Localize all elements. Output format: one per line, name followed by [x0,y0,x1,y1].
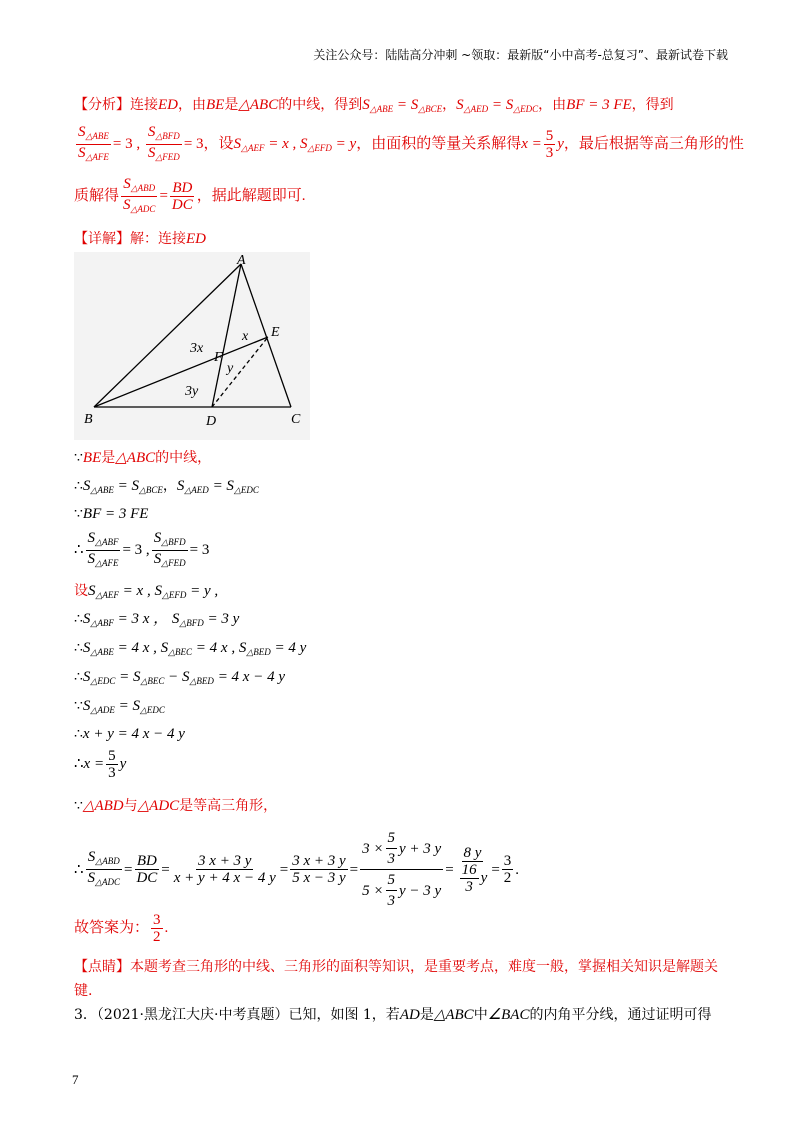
text: 是 [101,450,116,466]
step-13-final-equation: ∴ $\frac{S_{\triangle ABD}}{S_{\triangle ADC}}$ = $\frac{BD}{DC}$ = $\frac{3 x + 3 y}{x + y + 4 x - 4 y}$ = $\frac{3 x + 3 y}{5 x - 3 y}$ = 3 × $\frac{5}{3}$ y + 3 y 5 × $\frac{5}{3}$ y − 3 y = 8 y $\frac{16}{3}$ y = $\frac{3}{2}$ . [74,830,520,909]
label-3y: 3y [185,384,199,399]
therefore-symbol: ∴ [74,611,83,627]
math-AD: AD [399,1007,420,1023]
text: 是 [419,1007,434,1023]
math-ED: ED [186,231,206,247]
step-11: ∴x = $\frac{5}{3}$ y [74,748,127,781]
label-x: x [242,329,249,344]
step-7: $\therefore S_{\triangle ABE} = 4$ x , $S_{\triangle BEC} = 4$ x , $S_{\triangle BED} = 4$ y [74,640,307,657]
text: ，设 [203,135,234,152]
comment-line-2 [74,980,92,1002]
text: 中 [473,1007,488,1023]
label-3x: 3x [190,341,204,356]
text: ，由 [178,97,206,113]
triangle-diagram [74,252,310,440]
therefore-symbol: ∴ [74,541,84,558]
text: ，由 [538,97,567,113]
fraction: $\frac{3}{2}$ [503,853,512,886]
text: 是 [224,97,239,113]
fraction: $\frac{5}{3}$ [108,748,116,781]
label-E: E [271,325,280,340]
analysis-line-1: 【分析】连接ED，由BE是△ABC的中线，得到$S_{\triangle ABE} = S_{\triangle BCE}$，$S_{\triangle AED} = S_{\triangle EDC}$，由BF = 3 FE，得到 [74,97,674,114]
fraction: $\frac{S_{\triangle ABE}}{S_{\triangle AFE}}$ [78,124,109,162]
fraction: $\frac{S_{\triangle ABD}}{S_{\triangle ADC}}$ [87,849,120,887]
step-12 [74,795,277,817]
math-ADC: △ADC [137,798,180,814]
text: 本题考查三角形的中线、三角形的面积等知识，是重要考点，难度一般，掌握相关知识是解题关 [130,959,718,975]
answer-fraction [151,912,163,945]
text: 与 [123,798,138,814]
detail-line [74,228,206,250]
text: . [164,919,169,936]
page-number: 7 [72,1072,79,1087]
math-ABC: △ABC [238,97,279,113]
answer-denominator: 2 [153,929,161,945]
page-header: 关注公众号：陆陆高分冲刺 ~领取：最新版“小中高考-总复习”、最新试卷下载 [313,48,728,62]
math-area-eq: $S_{\triangle AED} = S_{\triangle EDC}$ [456,97,539,114]
step-8: $\therefore S_{\triangle EDC} = S_{\triangle BEC} - S_{\triangle BED} = 4$ x − 4 y [74,669,285,686]
math-BF-eq: BF = 3 FE [566,97,632,113]
text: 解：连接 [130,231,186,247]
step-2: $\therefore S_{\triangle ABE} = S_{\triangle BCE}$，$S_{\triangle AED} = S_{\triangle EDC}$ [74,478,259,495]
label-D: D [206,414,217,429]
math-ABC: △ABC [433,1007,474,1023]
label-C: C [291,412,301,427]
math-expression: = 4 x − 4 y [217,669,285,685]
comment-line-1 [74,956,718,978]
math-BAC: ∠BAC [487,1007,530,1023]
label-y: y [227,361,234,376]
because-symbol: ∵ [74,506,83,522]
fraction: $\frac{3 x + 3 y}{5 x - 3 y}$ [292,853,346,886]
answer-numerator: 3 [153,912,161,928]
text: ，据此解题即可. [196,187,306,204]
because-symbol: ∵ [74,698,83,714]
text: 的中线，得到 [278,97,363,113]
fraction: $\frac{BD}{DC}$ [171,180,193,213]
fraction: $\frac{S_{\triangle BFD}}{S_{\triangle FED}}$ [153,530,186,568]
fraction: $\frac{S_{\triangle BFD}}{S_{\triangle FED}}$ [147,124,180,162]
math-BE: BE [206,97,225,113]
analysis-tag: 【分析】 [74,97,130,113]
math-ABD: △ABD [82,798,124,814]
therefore-symbol: ∴ [74,478,83,494]
text: 设 [74,583,88,599]
fraction: 8 y $\frac{16}{3}$ y [461,844,488,895]
fraction: $\frac{3 x + 3 y}{x + y + 4 x - 4 y}$ [173,853,276,886]
step-10 [74,723,185,745]
detail-tag: 【详解】 [74,231,130,247]
therefore-symbol: ∴ [74,640,83,656]
step-6: $\therefore S_{\triangle ABF} = 3$ x ， $S_{\triangle BFD} = 3$ y [74,611,240,628]
text: 质解得 [74,187,120,204]
therefore-symbol: ∴ [74,726,83,742]
text: 的内角平分线，通过证明可得 [529,1007,712,1023]
math-ED: ED [158,97,178,113]
text: ，得到 [631,97,674,113]
math-BE: BE [82,450,102,466]
text: ，最后根据等高三角形的性 [563,135,744,152]
math-area-eq: $S_{\triangle ABE} = S_{\triangle BCE}$ [362,97,443,114]
math-expression: x + y = 4 x − 4 y [82,726,185,742]
step-1 [74,447,211,469]
fraction: $\frac{S_{\triangle ABF}}{S_{\triangle AFE}}$ [87,530,119,568]
therefore-symbol: ∴ [74,755,84,772]
comment-tag: 【点睛】 [74,959,130,975]
fraction: 3 × $\frac{5}{3}$ y + 3 y 5 × $\frac{5}{3}$ y − 3 y [362,830,442,909]
fraction: $\frac{S_{\triangle ABD}}{S_{\triangle ADC}}$ [123,176,156,214]
answer-label: 故答案为： [74,919,150,936]
label-A: A [237,253,246,268]
step-5: 设$S_{\triangle AEF} = x$ , $S_{\triangle EFD} = y$ , [74,583,219,600]
because-symbol: ∵ [74,450,83,466]
analysis-line-2: $\frac{S_{\triangle ABE}}{S_{\triangle AFE}}$ = 3 , $\frac{S_{\triangle BFD}}{S_{\triangle FED}}$ = 3，设$S_{\triangle AEF} = x$ , $S_{\triangle EFD} = y$，由面积的等量关系解得x = $\frac{5}{3}$ y，最后根据等高三角形的性 [74,124,744,165]
math-ABC: △ABC [115,450,156,466]
step-3 [74,503,148,525]
label-F: F [214,350,223,365]
label-B: B [84,412,93,427]
text: 键. [74,983,93,999]
next-problem [74,1004,711,1026]
problem-number: 3． [74,1007,97,1023]
step-4: ∴ $\frac{S_{\triangle ABF}}{S_{\triangle AFE}}$ = 3 , $\frac{S_{\triangle BFD}}{S_{\triangle FED}}$ = 3 [74,530,209,571]
fraction: $\frac{BD}{DC}$ [136,853,158,886]
fraction: $\frac{5}{3}$ [545,128,554,161]
text: （2021·黑龙江大庆·中考真题）已知，如图 1，若 [96,1007,400,1023]
therefore-symbol: ∴ [74,861,84,878]
text: 连接 [130,97,158,113]
text: 的中线， [155,450,212,466]
step-9: $\because S_{\triangle ADE} = S_{\triangle EDC}$ [74,698,165,715]
answer-line [74,912,168,945]
analysis-line-3: 质解得 $\frac{S_{\triangle ABD}}{S_{\triangle ADC}}$ = $\frac{BD}{DC}$ ，据此解题即可. [74,176,306,217]
math-BF-eq: BF = 3 FE [82,506,149,522]
text: 是等高三角形， [179,798,278,814]
because-symbol: ∵ [74,798,83,814]
therefore-symbol: ∴ [74,669,83,685]
text: ，由面积的等量关系解得 [356,135,522,152]
